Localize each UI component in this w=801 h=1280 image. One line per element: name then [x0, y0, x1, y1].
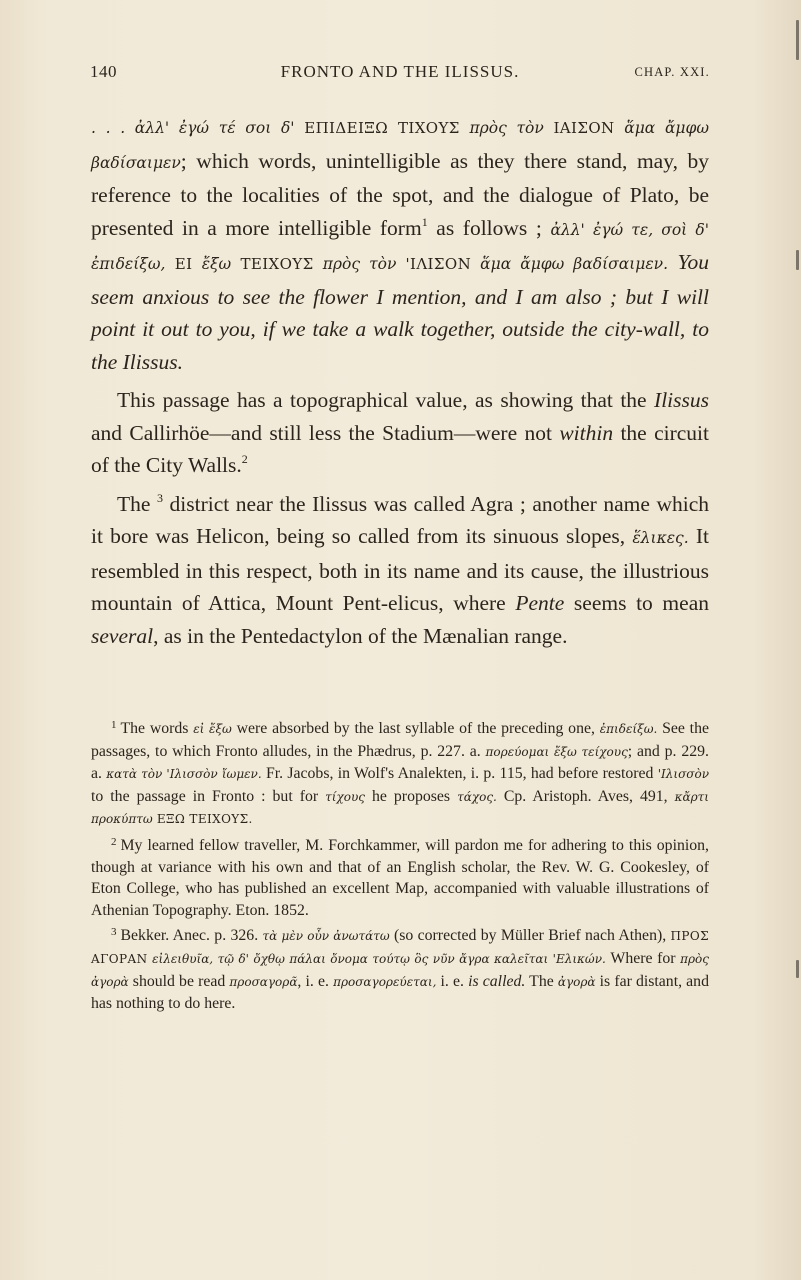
chapter-label: CHAP. XXI.	[634, 65, 710, 79]
page-edge-mark	[796, 250, 799, 270]
running-header	[90, 58, 710, 88]
footnote-ref-1: 1	[421, 214, 428, 229]
footnote-ref-2: 2	[241, 452, 248, 466]
footnote-ref-3: 3	[156, 490, 163, 505]
body-text	[91, 110, 709, 652]
paragraph-agra: The $^3$ district near the Ilissus was called Agra ; another name which it bore was Helicon, being so called from its sinuous slopes, ἕλικες. It resembled in this respect, both in its name and its cause, the illustrious mountain of Attica, Mount Pent-elicus, where Pente seems to mean several, as in the Pentedactylon of the Mænalian range.	[91, 490, 710, 648]
footnote-3: $^3$ Bekker. Anec. p. 326. τὰ μὲν οὖν ἀνωτάτω (so corrected by Müller Brief nach Athen), ΠΡΟΣ ΑΓΟΡΑΝ εἰλειθυῖα, τῷ δ' ὄχθῳ πάλαι ὄνομα τούτῳ ὃς νῦν ἄγρα καλεῖται 'Ελικών. Where for πρὸς ἀγορὰ should be read προσαγορᾶ, i. e. προσαγορεύεται, i. e. is called. The ἀγορὰ is far distant, and has nothing to do here.	[91, 926, 709, 1013]
page-edge-mark	[796, 960, 799, 978]
paragraph-quotation: . . . ἀλλ' ἐγώ τέ σοι δ' ΕΠΙΔΕΙΞΩ ΤΙΧΟΥΣ πρὸς τὸν ΙΑΙΣΟΝ ἅμα ἄμφω βαδίσαιμεν; which words, unintelligible as they there stand, may, by reference to the localities of the spot, and the dialogue of Plato, be presented in a more intelligible form$^1$ as follows ; ἀλλ' ἐγώ τε, σοὶ δ' ἐπιδείξω, ΕΙ ἔξω ΤΕΙΧΟΥΣ πρὸς τὸν 'ΙΛΙΣΟΝ ἅμα ἄμφω βαδίσαιμεν. You seem anxious to see the flower I mention, and I am also ; but I will point it out to you, if we take a walk together, outside the city-wall, to the Ilissus.	[91, 119, 709, 374]
page-number: 140	[90, 62, 117, 81]
footnote-1: $^1$ The words εἰ ἔξω were absorbed by the last syllable of the preceding one, ἐπιδείξω. See the passages, to which Fronto alludes, in the Phædrus, p. 227. a. πορεύομαι ἔξω τείχους; and p. 229. a. κατὰ τὸν 'Ιλισσὸν ἴωμεν. Fr. Jacobs, in Wolf's Analekten, i. p. 115, had before restored 'Ιλισσὸν to the passage in Fronto : but for τίχους he proposes τάχος. Cp. Aristoph. Aves, 491, κἄρτι προκύπτω ΕΞΩ ΤΕΙΧΟΥΣ.	[91, 719, 710, 827]
page-edge-mark	[796, 20, 799, 60]
footnotes	[91, 718, 709, 1015]
footnote-2: $^2$ My learned fellow traveller, M. Forchkammer, will pardon me for adhering to this opinion, though at variance with his own and that of an English scholar, the Rev. W. G. Cookesley, of Eton College, who has published an excellent Map, accompanied with valuable illustrations of Athenian Topography. Eton. 1852.	[91, 835, 709, 919]
running-title: FRONTO AND THE ILISSUS.	[280, 62, 520, 81]
paragraph-topography: This passage has a topographical value, as showing that the Ilissus and Callirhöe—and still less the Stadium—were not within the circuit of the City Walls.$^2$	[91, 388, 709, 477]
